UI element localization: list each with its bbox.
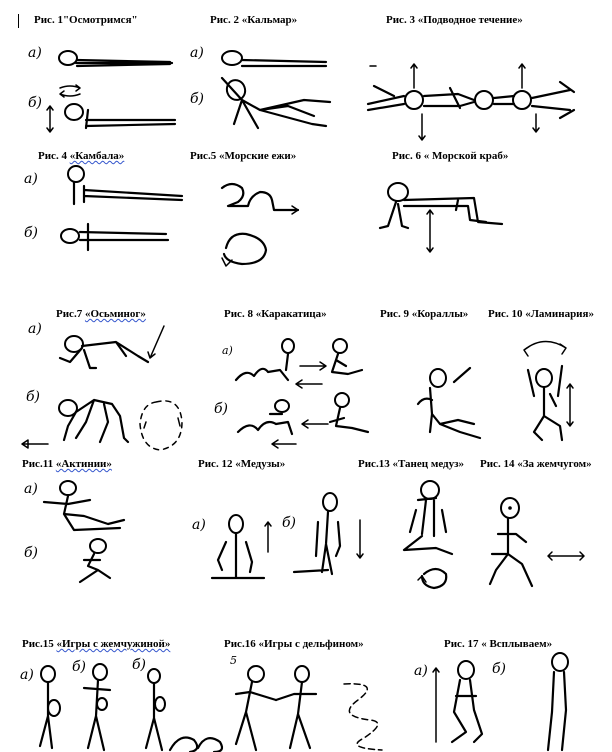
- label-a-fig8: а): [222, 344, 233, 357]
- fig7-b-circle-marks: [144, 418, 180, 428]
- fig5-drawing: [212, 178, 312, 270]
- caption-fig16: Рис.16 «Игры с дельфином»: [224, 638, 364, 650]
- fig3-head-1: [405, 91, 423, 109]
- caption-fig3: Рис. 3 «Подводное течение»: [386, 14, 523, 26]
- fig5-rolled-figure: [222, 184, 298, 210]
- fig4-a-raised-figure: [68, 166, 182, 204]
- caption-fig4: Рис. 4 «Камбала»: [38, 150, 125, 162]
- fig3-left-arm: [368, 86, 404, 110]
- fig10-arc-arrow: [524, 341, 566, 356]
- label-a-fig15: а): [20, 667, 34, 683]
- fig12-a-sitting-figure: [212, 515, 264, 578]
- fig8-a-wave-figure: [236, 339, 294, 380]
- fig9-drawing: [414, 360, 494, 450]
- fig15-a-player-figure: [40, 666, 60, 748]
- fig3-down-arrows: [419, 114, 539, 140]
- fig7-b-dashed-circle: [140, 401, 182, 450]
- fig3-head-2: [475, 91, 493, 109]
- fig6-drawing: [374, 180, 514, 260]
- fig3-head-3: [513, 91, 531, 109]
- caption-fig12: Рис. 12 «Медузы»: [198, 458, 286, 470]
- fig1-a-lying-figure: [59, 51, 172, 66]
- caption-fig7: Рис.7 «Осьминог»: [56, 308, 146, 320]
- fig4-b-lying-figure: [61, 224, 168, 250]
- margin-marker: [18, 14, 19, 28]
- fig8-a-sitting-figure: [332, 339, 362, 374]
- fig10-vertical-arrow: [567, 384, 573, 426]
- label-b-fig17: б): [492, 661, 507, 677]
- fig17-drawing: [432, 650, 582, 752]
- fig13-drawing: [396, 478, 466, 598]
- caption-fig8: Рис. 8 «Каракатица»: [224, 308, 327, 320]
- fig1-b-raised-figure: [65, 104, 175, 128]
- fig3-body-2: [494, 96, 514, 104]
- fig16-player-figure: [236, 666, 276, 750]
- fig10-kelp-figure: [528, 366, 562, 440]
- fig11-b-anemone-figure: [80, 539, 110, 582]
- fig14-drawing: [488, 494, 598, 594]
- label-b-fig8: б): [214, 401, 229, 417]
- label-b-fig11: б): [24, 545, 39, 561]
- fig6-crab-body: [380, 198, 502, 228]
- label-a-fig11: а): [24, 481, 38, 497]
- fig11-a-anemone-figure: [44, 481, 124, 530]
- label-a-fig2: а): [190, 45, 204, 61]
- fig13-dancer-figure: [404, 498, 452, 554]
- fig9-head: [430, 369, 446, 387]
- fig7-a-octopus-figure: [60, 336, 148, 368]
- fig1-drawing: [50, 40, 180, 140]
- fig12-drawing: [206, 486, 366, 586]
- fig15-b1-player-figure: [84, 664, 110, 750]
- label-b-fig1: б): [28, 95, 43, 111]
- label-b-fig4: б): [24, 225, 39, 241]
- fig15-b2-player-figure: [146, 669, 165, 750]
- fig12-b-standing-figure: [294, 493, 340, 574]
- fig4-drawing: [58, 162, 188, 252]
- label-b1-fig15: б): [72, 659, 87, 675]
- label-a-fig1: а): [28, 45, 42, 61]
- caption-fig5: Рис.5 «Морские ежи»: [190, 150, 297, 162]
- caption-fig13: Рис.13 «Танец медуз»: [358, 458, 465, 470]
- fig5-rotation-circle: [224, 234, 266, 264]
- fig3-right-legs: [532, 82, 574, 118]
- fig9-coral-figure: [418, 368, 480, 438]
- caption-fig9: Рис. 9 «Кораллы»: [380, 308, 469, 320]
- fig14-horizontal-arrow: [548, 552, 584, 560]
- label-a-fig17: а): [414, 663, 428, 679]
- fig17-up-arrow: [433, 668, 439, 742]
- fig13-head: [421, 481, 439, 499]
- fig7-b-left-arrow: [22, 440, 48, 448]
- fig15-ground-spiral: [170, 738, 222, 752]
- fig6-head: [388, 183, 408, 201]
- fig12-b-down-arrow: [357, 520, 363, 558]
- fig16-dashed-wave: [344, 684, 382, 750]
- label-b-fig2: б): [190, 91, 205, 107]
- caption-fig1: Рис. 1"Осмотримся": [34, 14, 138, 26]
- fig2-b-star-figure: [222, 78, 330, 128]
- caption-fig11: Рис.11 «Актинии»: [22, 458, 112, 470]
- fig8-drawing: [232, 334, 392, 454]
- fig3-drawing: [364, 58, 580, 148]
- fig1-b-vertical-arrow: [47, 106, 53, 132]
- fig12-a-up-arrow: [265, 522, 271, 552]
- fig7-b-octopus-figure: [59, 400, 128, 442]
- fig10-head: [536, 369, 552, 387]
- fig10-drawing: [514, 336, 594, 446]
- fig16-drawing: [232, 660, 402, 752]
- fig3-up-arrows: [411, 64, 525, 88]
- fig11-drawing: [40, 476, 170, 596]
- fig8-a-right-arrow: [300, 362, 326, 370]
- label-five-fig16: 5: [230, 654, 237, 667]
- fig17-a-crouching-figure: [452, 661, 482, 742]
- fig8-b-left-arrow: [302, 420, 328, 428]
- fig1-b-rotation-arrows: [60, 85, 80, 97]
- caption-fig17: Рис. 17 « Всплываем»: [444, 638, 553, 650]
- fig17-b-standing-figure: [548, 653, 568, 750]
- label-b2-fig15: б): [132, 657, 147, 673]
- fig16-dolphin-figure: [276, 666, 316, 748]
- label-a-fig4: а): [24, 171, 38, 187]
- label-a-fig7: а): [28, 321, 42, 337]
- caption-fig2: Рис. 2 «Кальмар»: [210, 14, 298, 26]
- fig7-drawing: [16, 318, 196, 458]
- fig15-drawing: [30, 657, 230, 752]
- fig14-squat-figure: [490, 518, 532, 586]
- fig13-rotation-circle: [422, 569, 446, 588]
- label-b-fig7: б): [26, 389, 41, 405]
- caption-fig14: Рис. 14 «За жемчугом»: [480, 458, 592, 470]
- caption-fig15: Рис.15 «Игры с жемчужиной»: [22, 638, 171, 650]
- fig8-b-bottom-arrow: [272, 440, 296, 448]
- fig2-a-lying-figure: [222, 51, 326, 66]
- fig8-a-left-arrow: [296, 380, 322, 388]
- fig14-eye: [508, 506, 512, 510]
- fig3-body-1: [424, 88, 474, 108]
- fig2-drawing: [214, 40, 344, 140]
- label-a-fig12: а): [192, 517, 206, 533]
- label-b-fig12: б): [282, 515, 297, 531]
- fig7-a-diagonal-arrow: [148, 326, 164, 358]
- caption-fig10: Рис. 10 «Ламинария»: [488, 308, 594, 320]
- fig8-b-wave-figure: [238, 400, 292, 434]
- caption-fig6: Рис. 6 « Морской краб»: [392, 150, 509, 162]
- fig6-vertical-arrow: [427, 210, 433, 252]
- fig8-b-sitting-figure: [330, 393, 368, 432]
